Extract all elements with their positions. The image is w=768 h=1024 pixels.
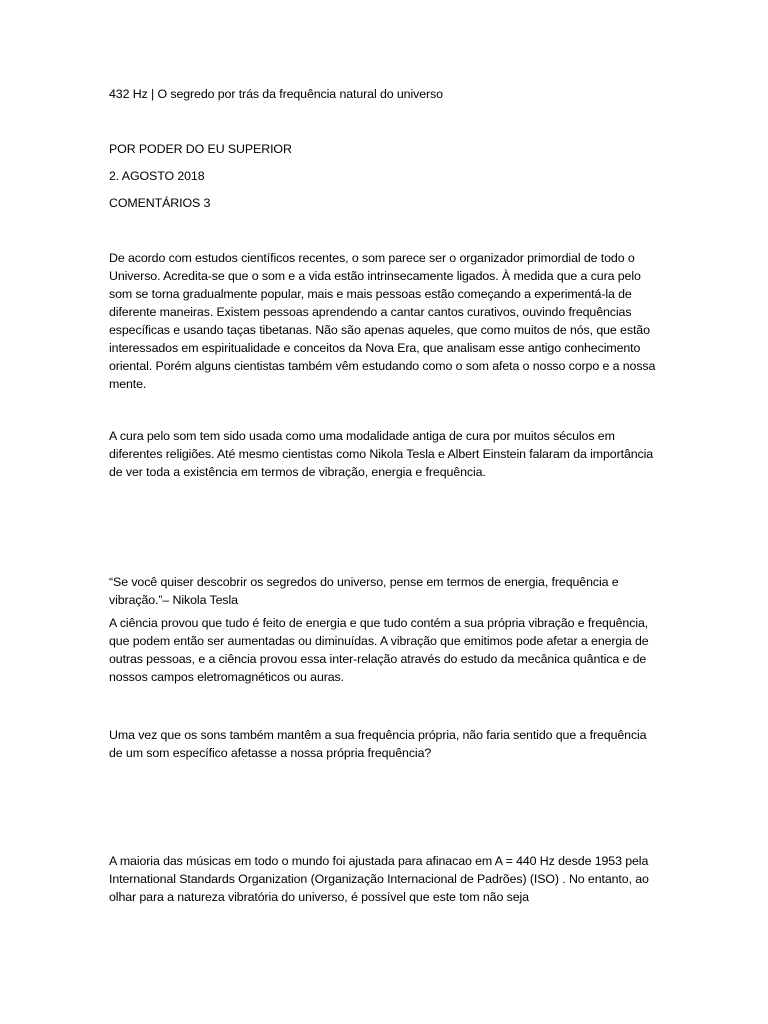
comments-count: COMENTÁRIOS 3: [109, 196, 211, 210]
tesla-quote: “Se você quiser descobrir os segredos do universo, pense em termos de energia, frequência e vibração.”– Nikola Tesla: [109, 575, 619, 607]
paragraph-sound-frequency-question: Uma vez que os sons também mantêm a sua frequência própria, não faria sentido que a frequência de um som específico afetasse a nossa própria frequência?: [109, 728, 647, 760]
paragraph-intro: De acordo com estudos científicos recentes, o som parece ser o organizador primordial de todo o Universo. Acredita-se que o som e a vida estão intrinsecamente ligados. À medida que a cura pelo som se torna gradualmente popular, mais e mais pessoas estão começando a experimentá-la de diferente maneiras. Existem pessoas aprendendo a cantar cantos curativos, ouvindo frequências específicas e usando taças tibetanas. Não são apenas aqueles, que como muitos de nós, que estão interessados em espiritualidade e conceitos da Nova Era, que analisam esse antigo conhecimento oriental. Porém alguns cientistas também vêm estudando como o som afeta o nosso corpo e a nossa mente.: [109, 251, 656, 391]
date-line: 2. AGOSTO 2018: [109, 169, 205, 183]
paragraph-sound-healing: A cura pelo som tem sido usada como uma modalidade antiga de cura por muitos séculos em diferentes religiões. Até mesmo cientistas como Nikola Tesla e Albert Einstein falaram da importância de ver toda a existência em termos de vibração, energia e frequência.: [109, 429, 654, 479]
paragraph-science-energy: A ciência provou que tudo é feito de energia e que tudo contém a sua própria vibração e frequência, que podem então ser aumentadas ou diminuídas. A vibração que emitimos pode afetar a energia de outras pessoas, e a ciência provou essa inter-relação através do estudo da mecânica quântica e de nossos campos eletromagnéticos ou auras.: [109, 616, 649, 684]
document-title: 432 Hz | O segredo por trás da frequência natural do universo: [109, 87, 443, 101]
paragraph-440hz-tuning: A maioria das músicas em todo o mundo foi ajustada para afinacao em A = 440 Hz desde 1953 pela International Standards Organization (Organização Internacional de Padrões) (ISO) . No entanto, ao olhar para a natureza vibratória do universo, é possível que este tom não seja: [109, 854, 649, 904]
author-line: POR PODER DO EU SUPERIOR: [109, 142, 292, 156]
